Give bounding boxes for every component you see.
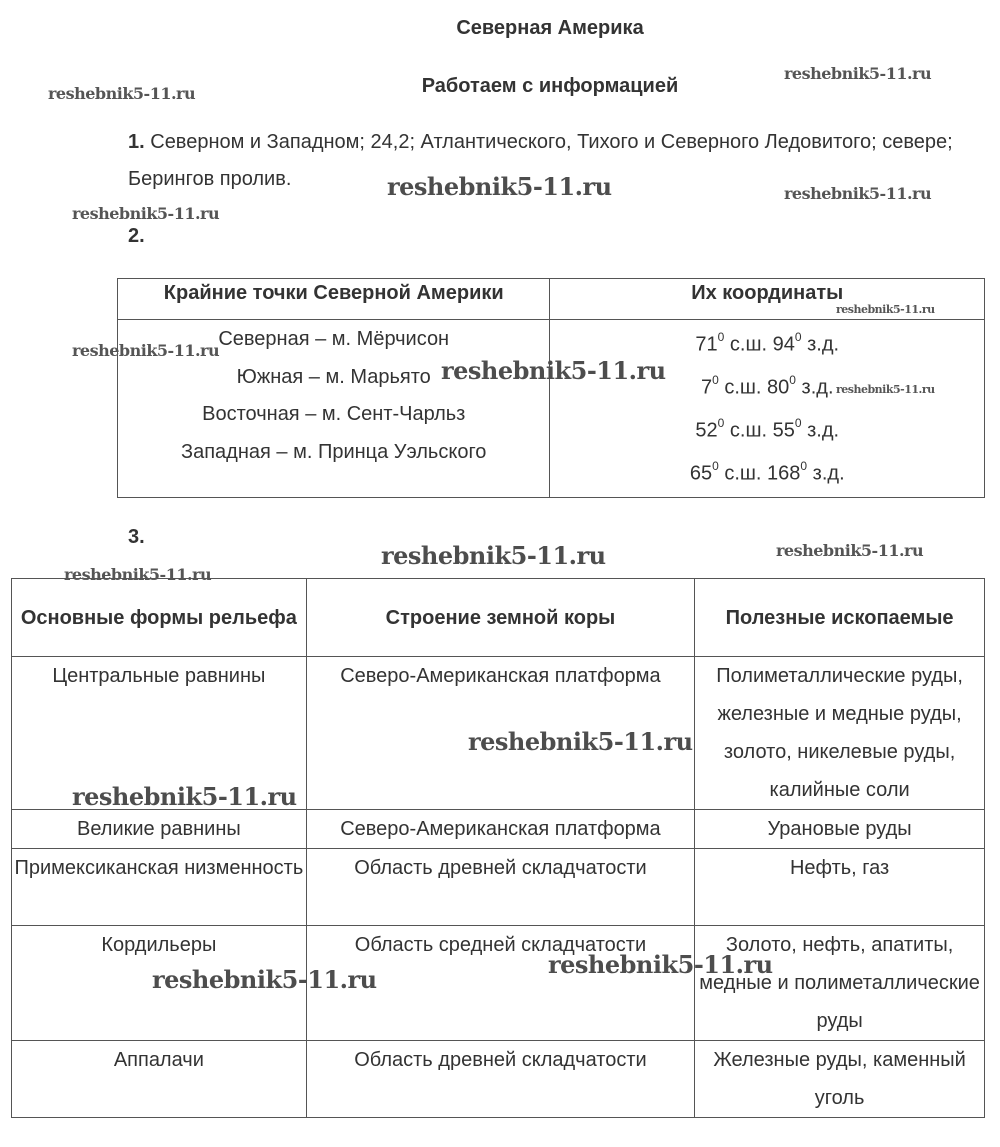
longitude-value: 55 xyxy=(772,419,795,442)
longitude-value: 80 xyxy=(767,376,790,399)
column-header-coordinates: Их координаты xyxy=(550,279,985,320)
table-row xyxy=(12,849,985,926)
longitude-unit: з.д. xyxy=(801,419,840,442)
relief-cell: Кордильеры xyxy=(12,926,307,1041)
latitude-unit: с.ш. xyxy=(724,419,773,442)
watermark: reshebnik5-11.ru xyxy=(441,356,666,385)
relief-table xyxy=(11,578,985,1118)
watermark: reshebnik5-11.ru xyxy=(784,184,932,203)
crust-cell: Северо-Американская платформа xyxy=(306,657,694,810)
section-title: Работаем с информацией xyxy=(421,75,679,97)
table-row xyxy=(12,810,985,849)
latitude-unit: с.ш. xyxy=(718,463,768,486)
coordinate xyxy=(550,450,984,493)
latitude-value: 65 xyxy=(689,463,713,486)
longitude-value: 94 xyxy=(772,333,795,356)
degree-sign: 0 xyxy=(794,416,802,431)
crust-cell: Область средней складчатости xyxy=(306,926,694,1041)
coordinate xyxy=(550,407,984,450)
latitude-value: 71 xyxy=(695,333,718,356)
degree-sign: 0 xyxy=(717,330,725,344)
degree-sign: 0 xyxy=(800,459,808,474)
degree-sign: 0 xyxy=(789,373,796,388)
crust-cell: Область древней складчатости xyxy=(306,849,694,926)
latitude-unit: с.ш. xyxy=(718,376,768,399)
relief-cell: Великие равнины xyxy=(12,810,307,849)
minerals-cell: Золото, нефть, апатиты, медные и полиметаллические руды xyxy=(695,926,985,1041)
watermark: reshebnik5-11.ru xyxy=(784,64,932,83)
degree-sign: 0 xyxy=(712,459,719,474)
table-row xyxy=(12,1041,985,1118)
minerals-cell: Железные руды, каменный уголь xyxy=(695,1041,985,1118)
degree-sign: 0 xyxy=(717,416,725,431)
column-header-minerals: Полезные ископаемые xyxy=(695,579,985,657)
column-header-points: Крайние точки Северной Америки xyxy=(118,279,550,320)
watermark: reshebnik5-11.ru xyxy=(776,541,924,560)
longitude-unit: з.д. xyxy=(795,376,834,399)
extreme-point: Южная – м. Марьято xyxy=(236,365,431,388)
table-row xyxy=(118,320,985,498)
relief-cell: Аппалачи xyxy=(12,1041,307,1118)
watermark: reshebnik5-11.ru xyxy=(64,565,212,584)
watermark: reshebnik5-11.ru xyxy=(72,341,220,360)
watermark: reshebnik5-11.ru xyxy=(72,204,220,223)
relief-cell: Центральные равнины xyxy=(12,657,307,810)
latitude-value: 7 xyxy=(700,376,713,399)
relief-cell: Примексиканская низменность xyxy=(12,849,307,926)
extreme-point: Западная – м. Принца Уэльского xyxy=(181,440,487,463)
extreme-point: Восточная – м. Сент-Чарльз xyxy=(202,403,466,425)
watermark: reshebnik5-11.ru xyxy=(72,782,297,811)
longitude-unit: з.д. xyxy=(801,333,840,356)
watermark: reshebnik5-11.ru xyxy=(387,172,612,201)
coordinates-cell xyxy=(550,320,985,498)
crust-cell: Область древней складчатости xyxy=(306,1041,694,1118)
task-1-number: 1. xyxy=(128,131,145,153)
minerals-cell: Урановые руды xyxy=(695,810,985,849)
watermark: reshebnik5-11.ru xyxy=(152,965,377,994)
minerals-cell: Нефть, газ xyxy=(695,849,985,926)
page-title: Северная Америка xyxy=(456,17,644,39)
minerals-cell: Полиметаллические руды, железные и медные руды, золото, никелевые руды, калийные соли xyxy=(695,657,985,810)
longitude-unit: з.д. xyxy=(807,463,845,486)
watermark: reshebnik5-11.ru xyxy=(836,303,935,316)
latitude-value: 52 xyxy=(695,419,718,442)
latitude-unit: с.ш. xyxy=(724,333,773,356)
task-2-number: 2. xyxy=(128,225,145,247)
watermark: reshebnik5-11.ru xyxy=(48,84,196,103)
table-header-row xyxy=(12,579,985,657)
task-1-text: Северном и Западном; 24,2; Атлантического, Тихого и Северного Ледовитого; севере; Берингов пролив. xyxy=(128,131,953,190)
watermark: reshebnik5-11.ru xyxy=(836,383,935,396)
crust-cell: Северо-Американская платформа xyxy=(306,810,694,849)
task-3-number: 3. xyxy=(128,526,145,548)
extreme-point: Северная – м. Мёрчисон xyxy=(218,328,450,350)
watermark: reshebnik5-11.ru xyxy=(548,950,773,979)
longitude-value: 168 xyxy=(767,463,801,486)
watermark: reshebnik5-11.ru xyxy=(468,727,693,756)
column-header-relief: Основные формы рельефа xyxy=(12,579,307,657)
column-header-crust: Строение земной коры xyxy=(306,579,694,657)
watermark: reshebnik5-11.ru xyxy=(381,541,606,570)
degree-sign: 0 xyxy=(712,373,719,388)
degree-sign: 0 xyxy=(794,330,802,344)
